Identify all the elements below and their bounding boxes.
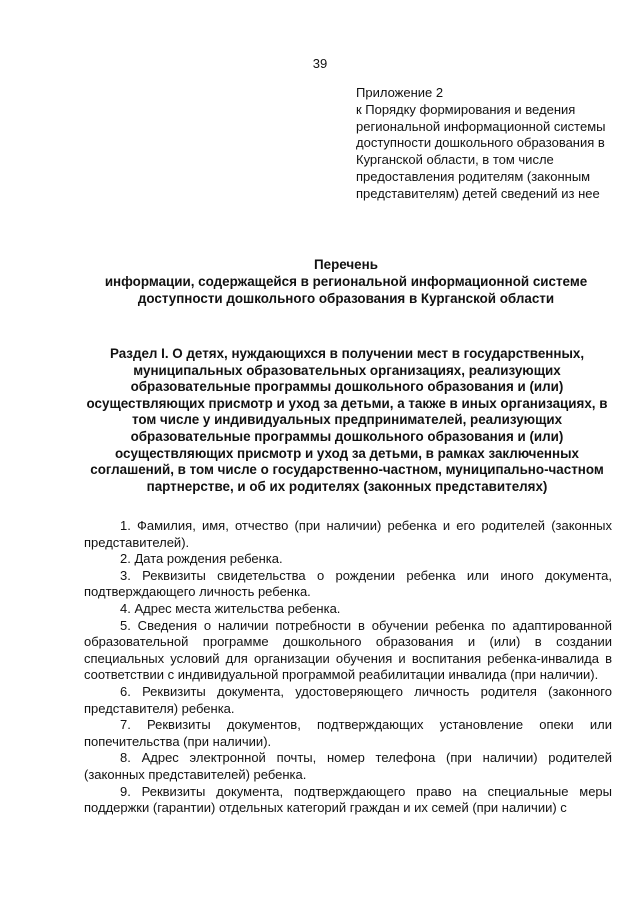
list-item: 6. Реквизиты документа, удостоверяющего личность родителя (законного представителя) ребенка.	[84, 683, 612, 716]
title-line-2: информации, содержащейся в региональной информационной системе доступности дошкольного образования в Курганской области	[104, 274, 588, 307]
document-title	[84, 256, 608, 308]
list-item: 1. Фамилия, имя, отчество (при наличии) ребенка и его родителей (законных представителей).	[84, 518, 612, 550]
page-number: 39	[312, 56, 328, 71]
list-item: 5. Сведения о наличии потребности в обучении ребенка по адаптированной образовательной программе дошкольного образования и (или) в создании специальных условий для организации обучения и воспитания ребенка-инвалида в соответствии с индивидуальной программой реабилитации инвалида (при наличии).	[84, 617, 612, 683]
list-item: 8. Адрес электронной почты, номер телефона (при наличии) родителей (законных представителей) ребенка.	[84, 750, 612, 782]
list-item: 4. Адрес места жительства ребенка.	[120, 600, 341, 616]
item-list	[84, 518, 612, 817]
section-heading: Раздел I. О детях, нуждающихся в получении мест в государственных, муниципальных образовательных организациях, реализующих образовательные программы дошкольного образования и (или) осуществляющих присмотр и уход за детьми, а также в иных организациях, в том числе у индивидуальных предпринимателей, реализующих образовательные программы дошкольного образования и (или) осуществляющих присмотр и уход за детьми, в рамках заключенных соглашений, в том числе о государственно-частном, муниципально-частном партнерстве, и об их родителях (законных представителях)	[86, 346, 608, 494]
appendix-title: Приложение 2	[356, 85, 444, 100]
appendix-block	[356, 85, 618, 203]
appendix-text: к Порядку формирования и ведения региональной информационной системы доступности дошкольного образования в Курганской области, в том числе предоставления родителям (законным представителям) детей сведений из нее	[356, 101, 606, 201]
title-line-1: Перечень	[314, 257, 378, 272]
list-item: 7. Реквизиты документов, подтверждающих установление опеки или попечительства (при наличии).	[84, 717, 612, 749]
list-item: 9. Реквизиты документа, подтверждающего право на специальные меры поддержки (гарантии) отдельных категорий граждан и их семей (при наличии) с	[84, 783, 612, 816]
list-item: 3. Реквизиты свидетельства о рождении ребенка или иного документа, подтверждающего личность ребенка.	[84, 567, 612, 600]
list-item: 2. Дата рождения ребенка.	[120, 551, 283, 567]
